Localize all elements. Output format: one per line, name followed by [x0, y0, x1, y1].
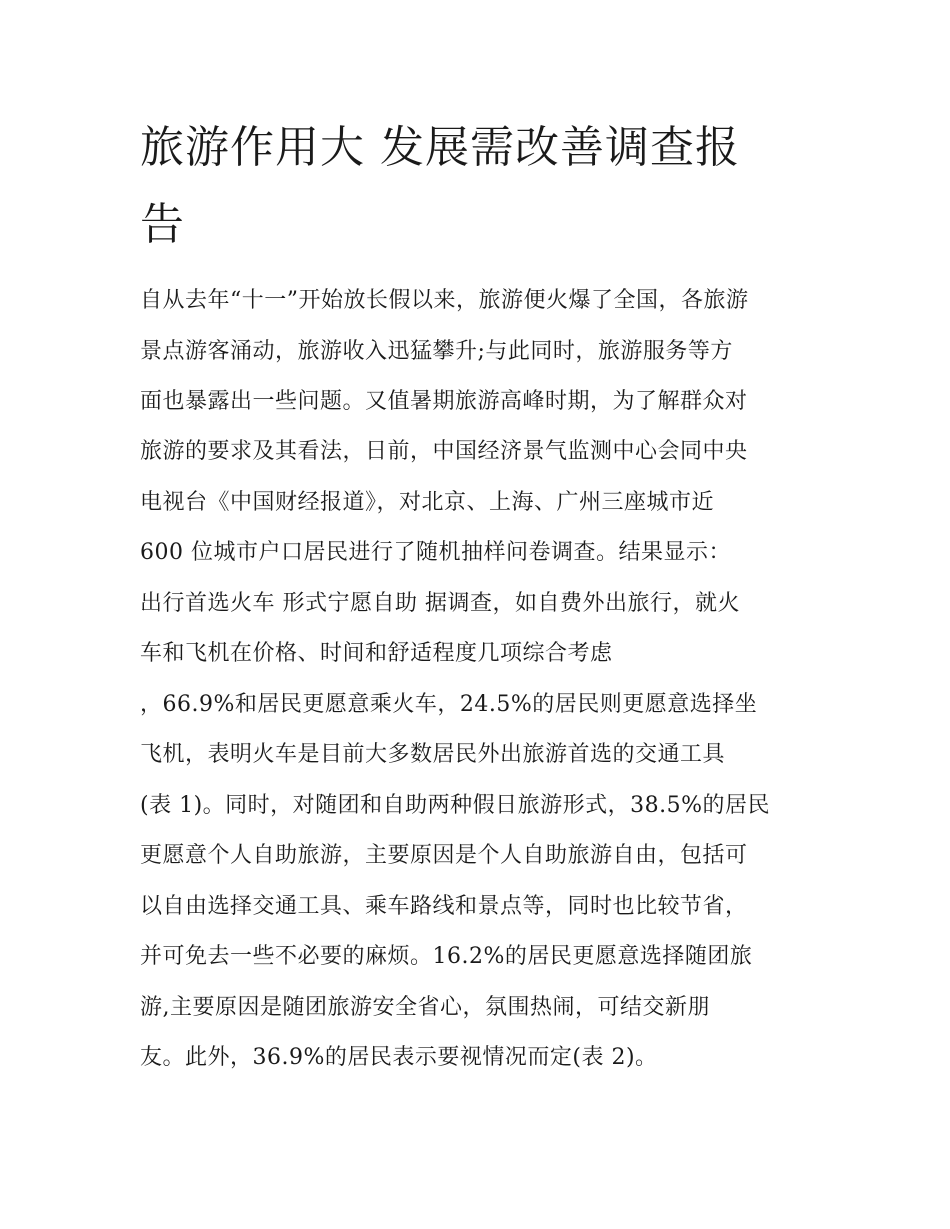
body-line-14: 并可免去一些不必要的麻烦。16.2%的居民更愿意选择随团旅 — [140, 944, 753, 969]
title-line-2: 告 — [140, 199, 185, 250]
body-line-13: 以自由选择交通工具、乘车路线和景点等，同时也比较节省， — [140, 894, 748, 919]
body-line-11: (表 1)。同时，对随团和自助两种假日旅游形式，38.5%的居民 — [140, 793, 771, 818]
body-line-2: 景点游客涌动，旅游收入迅猛攀升;与此同时，旅游服务等方 — [140, 339, 733, 364]
body-line-3: 面也暴露出一些问题。又值暑期旅游高峰时期，为了解群众对 — [140, 389, 748, 414]
body-line-10: 飞机，表明火车是目前大多数居民外出旅游首选的交通工具 — [140, 742, 726, 767]
body-line-5: 电视台《中国财经报道》，对北京、上海、广州三座城市近 — [140, 490, 715, 515]
body-line-12: 更愿意个人自助旅游，主要原因是个人自助旅游自由，包括可 — [140, 843, 748, 868]
body-line-1: 自从去年“十一”开始放长假以来，旅游便火爆了全国，各旅游 — [140, 288, 749, 313]
body-line-7: 出行首选火车 形式宁愿自助 据调查，如自费外出旅行，就火 — [140, 591, 740, 616]
body-line-15: 游,主要原因是随团旅游安全省心，氛围热闹，可结交新朋 — [140, 995, 710, 1020]
body-line-8: 车和飞机在价格、时间和舒适程度几项综合考虑 — [140, 641, 613, 666]
body-line-16: 友。此外，36.9%的居民表示要视情况而定(表 2)。 — [140, 1045, 658, 1070]
title-line-1: 旅游作用大 发展需改善调查报 — [140, 122, 740, 173]
body-line-4: 旅游的要求及其看法，日前，中国经济景气监测中心会同中央 — [140, 439, 748, 464]
body-line-6: 600 位城市户口居民进行了随机抽样问卷调查。结果显示： — [140, 540, 731, 565]
body-line-9: ，66.9%和居民更愿意乘火车，24.5%的居民则更愿意选择坐 — [140, 692, 758, 717]
